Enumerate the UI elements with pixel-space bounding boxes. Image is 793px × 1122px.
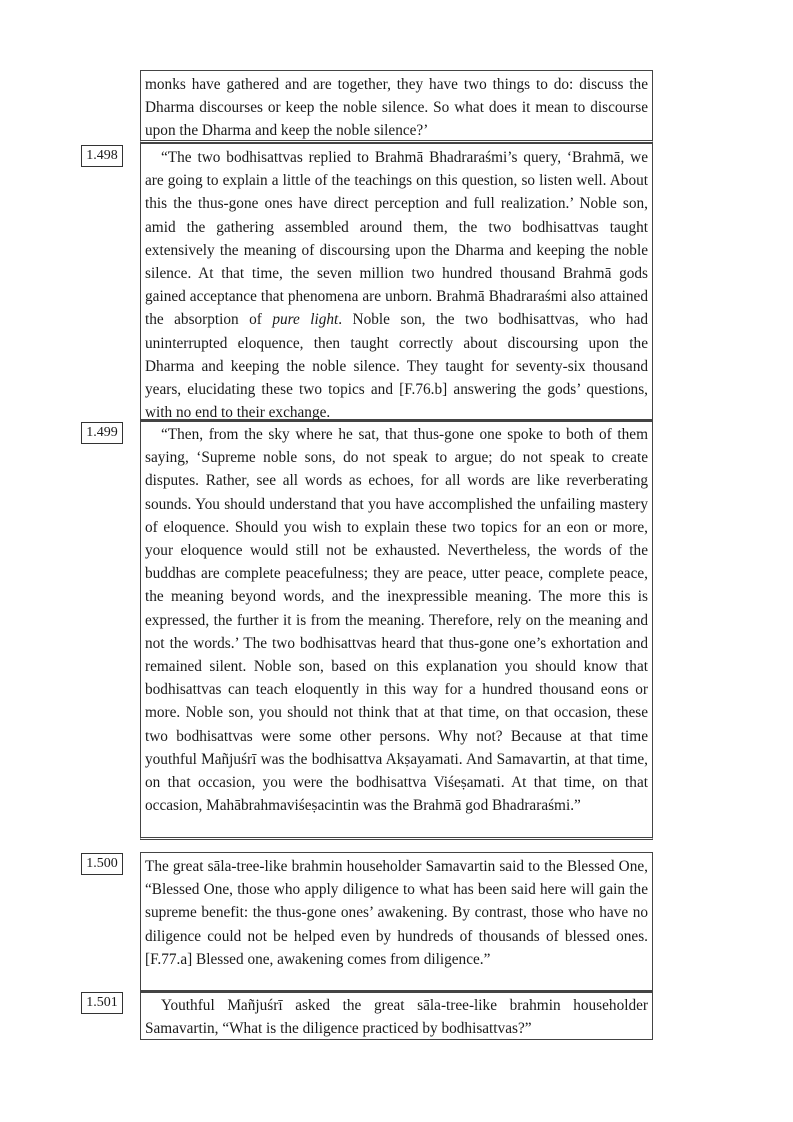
paragraph-text (141, 144, 652, 426)
paragraph-continuation (140, 70, 653, 143)
paragraph-1-499 (140, 420, 653, 840)
paragraph-1-498 (140, 143, 653, 422)
paragraph-text: The great sāla-tree-like brahmin householder Samavartin said to the Blessed One, “Blessed One, those who apply diligence to what has been said here will gain the supreme benefit: the thus-gone ones’ awakening. By contrast, those who have no diligence could not be helped even by hundreds of thousands of blessed ones. [F.77.a] Blessed one, awakening comes from diligence.” (145, 858, 648, 968)
paragraph-1-501 (140, 991, 653, 1040)
paragraph-text: Youthful Mañjuśrī asked the great sāla-tree-like brahmin householder Samavartin, “What is the diligence practiced by bodhisattvas?” (145, 997, 648, 1038)
paragraph-number: 1.499 (81, 422, 123, 444)
paragraph-number: 1.498 (81, 145, 123, 167)
paragraph-text: monks have gathered and are together, they have two things to do: discuss the Dharma discourses or keep the noble silence. So what does it mean to discourse upon the Dharma and keep the noble silence?’ (145, 76, 648, 140)
paragraph-1-500 (140, 852, 653, 993)
paragraph-text: “Then, from the sky where he sat, that thus-gone one spoke to both of them saying, ‘Supreme noble sons, do not speak to argue; do not speak to create disputes. Rather, see all words as echoes, for all words are like reverberating sounds. You should understand that you have accomplished the unfailing mastery of eloquence. Should you wish to explain these two topics for an eon or more, your eloquence would still not be exhausted. Nevertheless, the words of the buddhas are complete peacefulness; they are peace, utter peace, complete peace, the meaning beyond words, and the inexpressible meaning. The more this is expressed, the further it is from the meaning. Therefore, rely on the meaning and not the words.’ The two bodhisattvas heard that thus-gone one’s exhortation and remained silent. Noble son, based on this explanation you should know that bodhisattvas can teach eloquently in this way for a hundred thousand eons or more. Noble son, you should not think that at that time, on that occasion, these two bodhisattvas were some other persons. Why not? Because at that time youthful Mañjuśrī was the bodhisattva Akṣayamati. And Samavartin, at that time, on that occasion, you were the bodhisattva Viśeṣamati. At that time, on that occasion, Mahābrahmaviśeṣacintin was the Brahmā god Bhadraraśmi.” (145, 426, 648, 815)
paragraph-text-part: “The two bodhisattvas replied to Brahmā Bhadraraśmi’s query, ‘Brahmā, we are going to explain a little of the teachings on this question, so listen well. About this the thus-gone ones have direct perception and full realization.’ Noble son, amid the gathering assembled around them, the two bodhisattvas taught extensively the meaning of discoursing upon the Dharma and keeping the noble silence. At that time, the seven million two hundred thousand Brahmā gods gained acceptance that phenomena are unborn. Brahmā Bhadraraśmi also attained the absorption of (145, 149, 648, 329)
paragraph-number: 1.501 (81, 992, 123, 1014)
italic-term: pure light (272, 311, 339, 329)
paragraph-number: 1.500 (81, 853, 123, 875)
paragraph-text-part: . Noble son, the two bodhisattvas, who had uninterrupted eloquence, then taught correctly about discoursing upon the Dharma and keeping the noble silence. They taught for seventy-six thousand years, elucidating these two topics and [F.76.b] answering the gods’ questions, with no end to their exchange. (145, 311, 649, 422)
